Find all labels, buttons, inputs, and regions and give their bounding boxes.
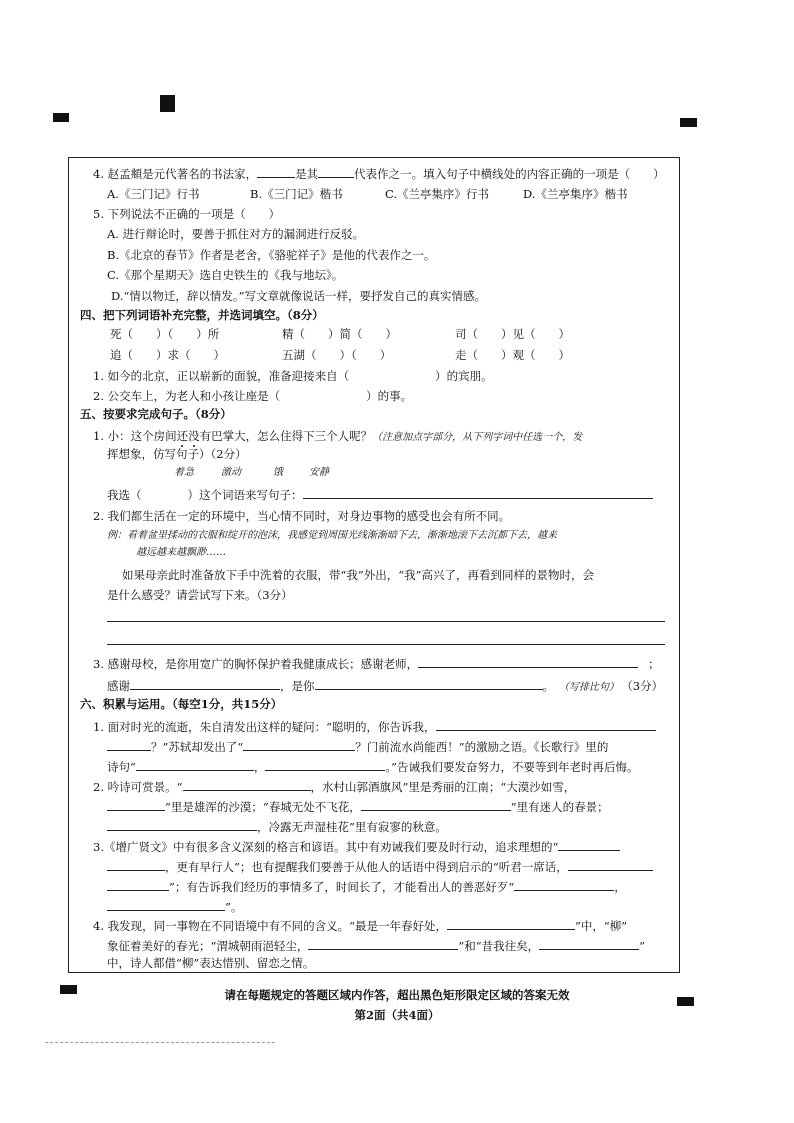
s6-q4-line3: 中，诗人都借“柳”表达惜别、留恋之情。 (107, 956, 315, 970)
word-fill-3[interactable]: 司（ ）见（ ） (455, 327, 570, 341)
s6-q2-line1: 2. 吟诗可赏景。“ ，水村山郭酒旗风”里是秀丽的江南；“大漠沙如雪， (93, 780, 576, 794)
s5-q3-line1: 3. 感谢母校，是你用宽广的胸怀保护着我健康成长；感谢老师， ； (93, 657, 660, 671)
s5-q1-line2: 挥想象，仿写句子）（2分） (107, 447, 247, 461)
answer-blank[interactable] (265, 760, 385, 771)
s5-q3-line2: 感谢 ，是你 。 （写排比句） （3分） (107, 679, 664, 693)
section-4-title: 四、把下列词语补充完整，并选词填空。（8分） (80, 308, 324, 322)
registration-mark-right (680, 118, 697, 127)
answer-blank[interactable] (568, 860, 653, 871)
answer-blank[interactable] (183, 780, 311, 791)
answer-blank[interactable] (308, 939, 458, 950)
word-choice-2[interactable]: 激动 (221, 467, 241, 478)
q4-option-a[interactable]: A.《三门记》行书 (107, 187, 200, 201)
s5-q2-stem: 2. 我们都生活在一定的环境中，当心情不同时，对身边事物的感受也会有所不同。 (93, 509, 511, 523)
q5-option-b[interactable]: B.《北京的春节》作者是老舍，《骆驼祥子》是他的代表作之一。 (107, 248, 436, 262)
word-fill-6[interactable]: 走（ ）观（ ） (455, 348, 570, 362)
answer-blank[interactable] (315, 679, 543, 690)
answer-blank[interactable] (514, 880, 614, 891)
answer-blank[interactable] (107, 740, 151, 751)
q4-stem: 4. 赵孟頫是元代著名的书法家， 是其 代表作之一。填入句子中横线处的内容正确的一项是（ ） (93, 167, 665, 181)
word-choice-4[interactable]: 安静 (309, 467, 329, 478)
s6-q2-line3: ，冷露无声湿桂花”里有寂寥的秋意。 (107, 820, 447, 834)
s6-q1-line1: 1. 面对时光的流逝，朱自清发出这样的疑问：“聪明的，你告诉我， (93, 720, 656, 734)
section-6-title: 六、积累与运用。（每空1分，共15分） (80, 697, 283, 711)
answer-blank[interactable] (558, 840, 620, 851)
answer-blank[interactable] (447, 919, 575, 930)
writing-line[interactable] (107, 644, 665, 645)
emphasis-dot-char: 没 (188, 429, 200, 443)
answer-blank[interactable] (318, 167, 354, 178)
answer-blank[interactable] (361, 800, 511, 811)
q5-stem: 5. 下列说法不正确的一项是（ ） (93, 207, 281, 221)
s4-fill-sentence-2: 2. 公交车上，为老人和小孩让座是（ ）的事。 (93, 389, 413, 403)
answer-blank[interactable] (136, 760, 254, 771)
answer-area-notice: 请在每题规定的答题区域内作答，超出黑色矩形限定区域的答案无效 (224, 988, 570, 1002)
word-choice-1[interactable]: 着急 (174, 467, 194, 478)
word-fill-4[interactable]: 追（ ）求（ ） (110, 348, 225, 362)
s6-q3-line2: ，更有早行人”；也有提醒我们要善于从他人的话语中得到启示的“听君一席话， (107, 860, 653, 874)
s6-q1-line3: 诗句“ ， 。”告诫我们要发奋努力，不要等到年老时再后悔。 (107, 760, 639, 774)
answer-blank[interactable] (303, 488, 653, 499)
answer-blank[interactable] (107, 880, 169, 891)
s5-q2-prompt-1: 如果母亲此时准备放下手中洗着的衣服，带“我”外出，“我”高兴了，再看到同样的景物时，会 (122, 568, 595, 582)
answer-blank[interactable] (243, 740, 355, 751)
s6-q3-line3: ”；有告诉我们经历的事情多了，时间长了，才能看出人的善恶好歹“ ， (107, 880, 626, 894)
s5-q1-stem: 1. 小：这个房间还没有巴掌大，怎么住得下三个人呢？（注意加点字部分，从下列字词中任选一个，发 (93, 429, 583, 443)
answer-blank[interactable] (107, 800, 165, 811)
word-fill-5[interactable]: 五湖（ ）（ ） (282, 348, 392, 362)
answer-blank[interactable] (107, 900, 225, 911)
answer-blank[interactable] (107, 860, 165, 871)
q5-option-c[interactable]: C.《那个星期天》选自史铁生的《我与地坛》。 (107, 268, 344, 282)
answer-blank[interactable] (257, 167, 295, 178)
writing-line[interactable] (107, 621, 665, 622)
s6-q2-line2: ”里是雄浑的沙漠；“春城无处不飞花， ”里有迷人的春景； (107, 800, 609, 814)
answer-blank[interactable] (539, 939, 639, 950)
s6-q3-line1: 3.《增广贤文》中有很多含义深刻的格言和谚语。其中有劝诫我们要及时行动，追求理想的“ (93, 840, 620, 854)
s6-q4-line1: 4. 我发现，同一事物在不同语境中有不同的含义。“最是一年春好处， ”中，“柳” (93, 919, 628, 933)
emphasis-dot-char: 还 (176, 429, 189, 443)
s6-q3-line4: ”。 (107, 900, 242, 914)
q5-option-a[interactable]: A. 进行辩论时，要善于抓住对方的漏洞进行反驳。 (107, 227, 365, 241)
answer-blank[interactable] (130, 679, 280, 690)
answer-blank[interactable] (107, 820, 257, 831)
q4-option-d[interactable]: D.《兰亭集序》楷书 (523, 187, 628, 201)
s5-q2-example-2: 越远越来越飘渺…… (136, 547, 226, 558)
s5-q2-example-1: 例：看着盆里揉动的衣服和绽开的泡沫，我感觉到周围光线渐渐暗下去，渐渐地滚下去沉都下去，越来 (107, 530, 557, 541)
answer-blank[interactable] (436, 720, 656, 731)
section-5-title: 五、按要求完成句子。（8分） (80, 407, 232, 421)
q4-option-b[interactable]: B.《三门记》楷书 (250, 187, 343, 201)
s5-q2-prompt-2: 是什么感受？请尝试写下来。（3分） (107, 588, 293, 602)
q4-option-c[interactable]: C.《兰亭集序》行书 (385, 187, 490, 201)
scan-noise-line (45, 1042, 275, 1043)
registration-mark-left (53, 113, 69, 122)
s6-q4-line2: 象征着美好的春光；“渭城朝雨浥轻尘， ”和“昔我往矣， ” (107, 939, 646, 953)
word-fill-2[interactable]: 精（ ）简（ ） (282, 327, 397, 341)
answer-blank[interactable] (418, 657, 638, 668)
word-fill-1[interactable]: 死（ ）（ ）所 (110, 327, 220, 341)
page-number: 第2面（共4面） (354, 1008, 440, 1022)
word-choice-3[interactable]: 饿 (273, 467, 283, 478)
s4-fill-sentence-1: 1. 如今的北京，正以崭新的面貌，准备迎接来自（ ）的宾朋。 (93, 369, 493, 383)
q5-option-d[interactable]: D.“情以物迁，辞以情发。”写文章就像说话一样，要抒发自己的真实情感。 (111, 289, 486, 303)
registration-mark-top (160, 95, 175, 112)
s6-q1-line2: ？”苏轼却发出了“ ？门前流水尚能西！”的激励之语。《长歌行》里的 (107, 740, 608, 754)
s5-q1-answer-line: 我选（ ）这个词语来写句子： (107, 488, 653, 502)
